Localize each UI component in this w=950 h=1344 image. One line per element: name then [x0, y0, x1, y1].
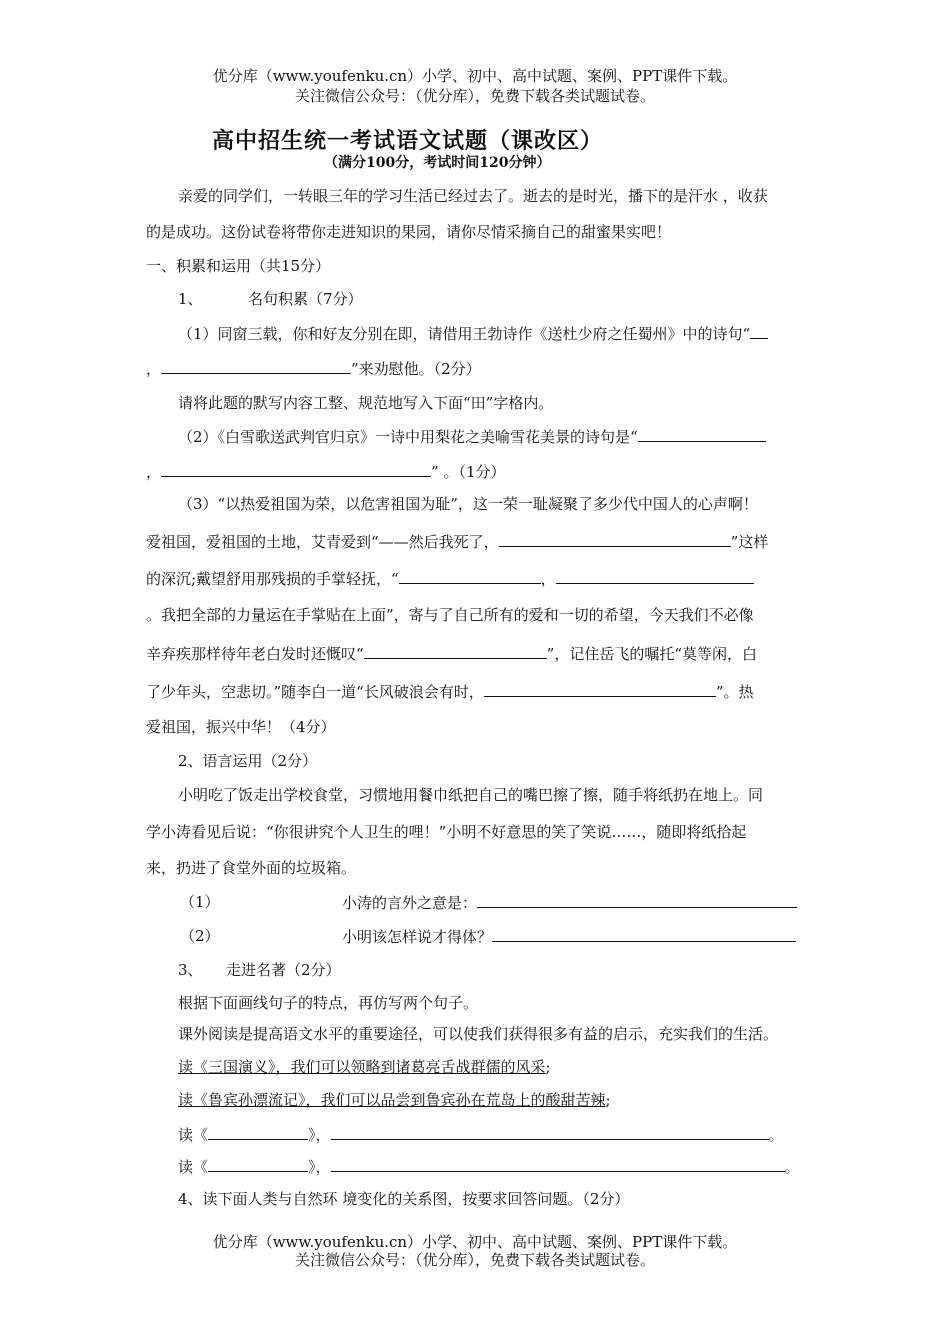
- q1-sub3-line2: [146, 531, 768, 552]
- intro-line2: 的是成功。这份试卷将带你走进知识的果园，请你尽情采摘自己的甜蜜果实吧！: [146, 223, 672, 241]
- answer-blank[interactable]: [750, 323, 768, 339]
- site-footer-line1: 优分库（www.youfenku.cn）小学、初中、高中试题、案例、PPT课件下载。: [212, 1233, 738, 1251]
- q1-sub3-line3: [146, 568, 754, 589]
- q1-sub3-text: ”这样: [730, 533, 769, 551]
- q3-para: 课外阅读是提高语文水平的重要途径，可以使我们获得很多有益的启示，充实我们的生活。: [178, 1025, 779, 1043]
- q2-para-line2: 学小涛看见后说：“你很讲究个人卫生的哩！”小明不好意思的笑了笑说……，随即将纸拾起: [146, 823, 747, 841]
- answer-blank[interactable]: [399, 568, 541, 584]
- answer-blank[interactable]: [364, 643, 547, 659]
- q2-sub1-number: （1）: [180, 893, 220, 911]
- answer-blank[interactable]: [161, 358, 351, 374]
- site-header-line1: 优分库（www.youfenku.cn）小学、初中、高中试题、案例、PPT课件下载。: [212, 67, 738, 85]
- answer-blank[interactable]: [477, 892, 797, 908]
- q3-instruction: 根据下面画线句子的特点，再仿写两个句子。: [178, 994, 479, 1012]
- q1-number: 1、: [178, 290, 203, 308]
- intro-line1: 亲爱的同学们，一转眼三年的学习生活已经过去了。逝去的是时光，播下的是汗水 ，收获: [178, 187, 768, 205]
- q2-sub2-number: （2）: [180, 927, 220, 945]
- answer-blank[interactable]: [208, 1124, 308, 1140]
- exam-title: 高中招生统一考试语文试题（课改区）: [212, 128, 604, 154]
- comma: ，: [146, 463, 162, 481]
- site-header-line2: 关注微信公众号：（优分库），免费下载各类试题试卷。: [294, 87, 655, 105]
- answer-blank[interactable]: [492, 926, 796, 942]
- answer-blank[interactable]: [499, 531, 731, 547]
- q1-sub3-text: 的深沉;戴望舒用那残损的手掌轻抚，“: [146, 570, 399, 588]
- answer-blank[interactable]: [331, 1124, 769, 1140]
- semicolon: ;: [545, 1058, 551, 1076]
- q1-sub2-line1: [178, 426, 766, 447]
- q1-sub2-line2: [146, 461, 506, 482]
- answer-blank[interactable]: [161, 461, 431, 477]
- comma: ，: [146, 360, 162, 378]
- q2-sub1-text: 小涛的言外之意是：: [342, 894, 478, 912]
- q3-example2: [178, 1090, 611, 1110]
- q1-sub2-text: （2）《白雪歌送武判官归京》一诗中用梨花之美喻雪花美景的诗句是“: [178, 428, 638, 446]
- q1-sub3-text: ”。热: [715, 683, 754, 701]
- q4-text: 4、读下面人类与自然环 境变化的关系图，按要求回答问题。（2分）: [178, 1190, 630, 1208]
- q3-label: 走进名著（2分）: [226, 961, 341, 979]
- q3-example1: [178, 1057, 551, 1077]
- q2-para-line1: 小明吃了饭走出学校食堂，习惯地用餐巾纸把自己的嘴巴擦了擦，随手将纸扔在地上。同: [178, 786, 764, 804]
- q1-sub1-line1: [178, 323, 768, 344]
- q1-sub1-tail: ”来劝慰他。（2分）: [351, 360, 481, 378]
- q2-sub2: [342, 926, 796, 947]
- answer-blank[interactable]: [208, 1156, 308, 1172]
- section-heading: 一、积累和运用（共15分）: [146, 257, 331, 275]
- site-footer-line2: 关注微信公众号：（优分库），免费下载各类试题试卷。: [294, 1251, 655, 1269]
- period: 。: [784, 1158, 800, 1176]
- q3-number: 3、: [178, 961, 203, 979]
- answer-blank[interactable]: [484, 681, 716, 697]
- q1-sub3-line5: [146, 643, 757, 664]
- q3-write-text: 读《: [178, 1126, 209, 1144]
- q1-sub1-text: （1）同窗三载，你和好友分别在即，请借用王勃诗作《送杜少府之任蜀州》中的诗句“: [178, 325, 751, 343]
- period: 。: [768, 1126, 784, 1144]
- answer-blank[interactable]: [556, 568, 754, 584]
- q1-sub1-line2: [146, 358, 481, 379]
- q1-sub1-note: 请将此题的默写内容工整、规范地写入下面“田”字格内。: [178, 394, 554, 412]
- answer-blank[interactable]: [638, 426, 766, 442]
- q3-write1: [178, 1124, 784, 1145]
- q1-sub3-text: 爱祖国，爱祖国的土地，艾青爱到“——然后我死了，: [146, 533, 499, 551]
- answer-blank[interactable]: [331, 1156, 785, 1172]
- q3-write2: [178, 1156, 800, 1177]
- q1-sub3-line7: 爱祖国，振兴中华！（4分）: [146, 718, 336, 736]
- q1-sub3-text: 了少年头，空悲切。”随李白一道“长风破浪会有时，: [146, 683, 484, 701]
- q1-sub2-tail: ” 。（1分）: [431, 463, 506, 481]
- q3-write-text: 》，: [308, 1126, 331, 1144]
- q1-sub3-text: ”，记住岳飞的嘱托“莫等闲，白: [546, 645, 758, 663]
- q2-sub1: [342, 892, 797, 913]
- q1-sub3-text: 辛弃疾那样待年老白发时还慨叹“: [146, 645, 364, 663]
- exam-subtitle: （满分100分，考试时间120分钟）: [324, 155, 551, 171]
- q3-write-text: 读《: [178, 1158, 209, 1176]
- semicolon: ;: [605, 1091, 611, 1109]
- q3-example1-text: 读《三国演义》，我们可以领略到诸葛亮舌战群儒的风采: [178, 1058, 546, 1076]
- comma: ，: [540, 570, 556, 588]
- q1-sub3-line1: （3）“以热爱祖国为荣，以危害祖国为耻”，这一荣一耻凝聚了多少代中国人的心声啊！: [178, 495, 758, 513]
- q3-write-text: 》，: [308, 1158, 331, 1176]
- q2-heading: 2、语言运用（2分）: [178, 752, 318, 770]
- q1-sub3-line4: 。我把全部的力量运在手掌贴在上面”，寄与了自己所有的爱和一切的希望，今天我们不必像: [146, 606, 754, 624]
- q2-para-line3: 来，扔进了食堂外面的垃圾箱。: [146, 859, 357, 877]
- q2-sub2-text: 小明该怎样说才得体？: [342, 928, 493, 946]
- q1-label: 名句积累（7分）: [248, 290, 363, 308]
- q3-example2-text: 读《鲁宾孙漂流记》，我们可以品尝到鲁宾孙在荒岛上的酸甜苦辣: [178, 1091, 606, 1109]
- q1-sub3-line6: [146, 681, 754, 702]
